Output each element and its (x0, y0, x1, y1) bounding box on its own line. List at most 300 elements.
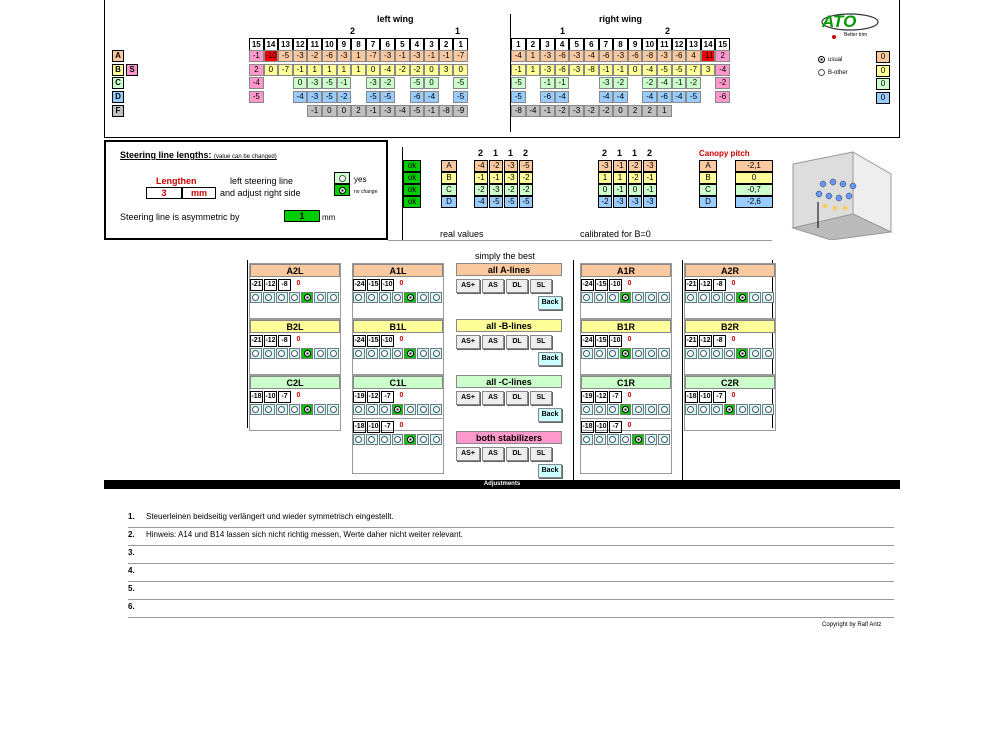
block-radio[interactable] (379, 434, 391, 445)
line-cell[interactable]: -3 (599, 77, 614, 89)
adjust-button[interactable]: AS+ (456, 391, 480, 405)
block-radio[interactable] (417, 292, 429, 303)
radio-empty-icon (609, 436, 616, 443)
line-cell[interactable]: -5 (657, 64, 672, 76)
block-radio[interactable] (724, 404, 736, 415)
block-radio[interactable] (289, 404, 301, 415)
line-cell[interactable]: -1 (424, 105, 439, 117)
block-radio[interactable] (581, 434, 593, 445)
adjust-button[interactable]: DL (506, 279, 528, 293)
line-cell[interactable]: 0 (366, 64, 381, 76)
block-radio[interactable] (645, 292, 657, 303)
lengthen-label: Lengthen (156, 176, 197, 186)
line-cell[interactable]: -4 (424, 91, 439, 103)
line-cell[interactable]: 0 (453, 64, 468, 76)
line-cell[interactable]: -3 (657, 50, 672, 62)
block-radio[interactable] (430, 404, 442, 415)
radio-empty-icon (252, 294, 259, 301)
radio-bother[interactable] (818, 69, 848, 76)
line-cell[interactable]: -5 (686, 91, 701, 103)
block-radio[interactable] (581, 292, 593, 303)
back-button[interactable]: Back (538, 352, 562, 366)
line-cell[interactable]: 0 (264, 64, 279, 76)
block-radio[interactable] (594, 434, 606, 445)
line-cell[interactable]: -7 (453, 50, 468, 62)
stabilizer-label: S (126, 64, 138, 76)
back-button[interactable]: Back (538, 408, 562, 422)
line-cell[interactable]: 0 (424, 77, 439, 89)
block-radio[interactable] (749, 292, 761, 303)
block-radio[interactable] (276, 292, 288, 303)
line-cell[interactable]: -5 (410, 105, 425, 117)
block-values (353, 421, 443, 433)
line-cell[interactable]: -3 (410, 50, 425, 62)
block-radio[interactable] (607, 348, 619, 359)
line-cell[interactable]: -1 (540, 77, 555, 89)
all-a-title: all A-lines (456, 263, 562, 276)
line-cell[interactable]: -4 (293, 91, 308, 103)
block-radio[interactable] (301, 348, 313, 359)
block-value: -24 (581, 279, 594, 291)
block-radio[interactable] (645, 404, 657, 415)
block-radio[interactable] (392, 434, 404, 445)
block-radio[interactable] (594, 348, 606, 359)
line-cell[interactable]: -7 (366, 50, 381, 62)
block-radio-row (353, 404, 443, 415)
asym-text: Steering line is asymmetric by (120, 212, 240, 222)
line-cell[interactable]: -11 (702, 51, 714, 60)
line-cell[interactable]: -2 (642, 77, 657, 89)
line-cell[interactable]: -1 (337, 77, 352, 89)
line-cell[interactable]: -4 (249, 77, 264, 89)
block-radio[interactable] (263, 292, 275, 303)
line-cell[interactable]: -1 (249, 50, 264, 62)
block-radio[interactable] (263, 348, 275, 359)
block-radio[interactable] (645, 434, 657, 445)
real-value: -2 (519, 184, 533, 196)
block-radio[interactable] (711, 348, 723, 359)
note-text: Steuerleinen beidseitig verlängert und wieder symmetrisch eingestellt. (146, 512, 394, 521)
adjust-button[interactable]: DL (506, 391, 528, 405)
line-cell[interactable]: -2 (686, 77, 701, 89)
radio-empty-icon (317, 294, 324, 301)
adjust-button[interactable]: AS (482, 279, 504, 293)
block-radio[interactable] (301, 404, 313, 415)
block-radio[interactable] (658, 404, 670, 415)
block-radio[interactable] (314, 348, 326, 359)
block-radio[interactable] (594, 404, 606, 415)
line-cell[interactable]: -5 (380, 91, 395, 103)
block-radio[interactable] (685, 348, 697, 359)
line-cell[interactable]: -3 (569, 64, 584, 76)
note-line[interactable] (128, 548, 894, 564)
block-radio[interactable] (392, 348, 404, 359)
line-cell[interactable]: -3 (380, 50, 395, 62)
block-radio[interactable] (314, 292, 326, 303)
radio-usual[interactable] (818, 56, 842, 63)
line-cell[interactable]: -2 (337, 91, 352, 103)
line-cell[interactable]: -6 (555, 64, 570, 76)
block-value: -7 (278, 391, 291, 403)
block-radio[interactable] (711, 404, 723, 415)
line-cell[interactable]: -1 (293, 64, 308, 76)
line-cell[interactable]: -3 (366, 77, 381, 89)
block-radio[interactable] (658, 292, 670, 303)
radio-empty-icon (583, 436, 590, 443)
block-radio[interactable] (620, 292, 632, 303)
block-radio[interactable] (685, 292, 697, 303)
block-title: B2L (250, 320, 340, 333)
line-cell[interactable]: -5 (322, 91, 337, 103)
summary-col-header: 1 (508, 148, 514, 158)
line-cell[interactable]: -5 (278, 50, 293, 62)
block-radio[interactable] (607, 292, 619, 303)
block-radio[interactable] (392, 404, 404, 415)
radio-empty-icon (765, 406, 772, 413)
line-cell[interactable]: 2 (249, 64, 264, 76)
adjust-button[interactable]: AS+ (456, 447, 480, 461)
block-radio-row (581, 404, 671, 415)
adjust-button[interactable]: SL (530, 335, 552, 349)
line-cell[interactable]: -6 (657, 91, 672, 103)
block-radio[interactable] (430, 292, 442, 303)
block-radio[interactable] (430, 434, 442, 445)
block-radio[interactable] (263, 404, 275, 415)
col-header-left: 12 (293, 38, 308, 50)
col-header-right: 3 (540, 38, 555, 50)
line-cell[interactable]: -8 (584, 64, 599, 76)
adjust-button[interactable]: DL (506, 447, 528, 461)
line-cell[interactable]: -4 (599, 91, 614, 103)
line-cell[interactable]: 1 (322, 64, 337, 76)
adj-right-inner-border (682, 260, 683, 480)
line-cell[interactable]: -5 (322, 77, 337, 89)
adjust-button[interactable]: AS+ (456, 279, 480, 293)
line-cell[interactable]: -1 (307, 105, 322, 117)
line-cell[interactable]: -6 (555, 50, 570, 62)
block-radio[interactable] (379, 404, 391, 415)
block-radio[interactable] (430, 348, 442, 359)
line-cell[interactable]: 1 (307, 64, 322, 76)
line-cell[interactable]: 2 (628, 105, 643, 117)
line-cell[interactable]: 1 (351, 64, 366, 76)
radio-empty-icon (355, 436, 362, 443)
line-cell[interactable]: -2 (613, 77, 628, 89)
radio-empty-icon (339, 175, 346, 182)
radio-empty-icon (752, 294, 759, 301)
line-cell[interactable]: -2 (410, 64, 425, 76)
block-radio[interactable] (276, 404, 288, 415)
line-cell[interactable]: -1 (395, 50, 410, 62)
block-title: A2L (250, 264, 340, 277)
block-radio[interactable] (645, 348, 657, 359)
block-radio[interactable] (724, 292, 736, 303)
line-cell[interactable]: -3 (540, 64, 555, 76)
line-cell[interactable]: -4 (584, 50, 599, 62)
block-radio[interactable] (581, 404, 593, 415)
line-cell[interactable]: -6 (599, 50, 614, 62)
line-cell[interactable]: 0 (293, 77, 308, 89)
block-radio[interactable] (658, 434, 670, 445)
block-radio[interactable] (392, 292, 404, 303)
line-cell[interactable]: 1 (337, 64, 352, 76)
note-line[interactable] (128, 602, 894, 618)
line-cell[interactable]: -2 (715, 77, 730, 89)
block-radio[interactable] (353, 348, 365, 359)
block-radio[interactable] (762, 348, 774, 359)
lengthen-input[interactable]: 3 (146, 187, 182, 199)
line-cell[interactable]: -4 (380, 64, 395, 76)
real-value: -3 (504, 160, 518, 172)
block-radio[interactable] (289, 292, 301, 303)
line-cell[interactable]: -6 (715, 91, 730, 103)
line-cell[interactable]: 0 (613, 105, 628, 117)
block-radio[interactable] (724, 348, 736, 359)
line-cell[interactable]: 1 (526, 50, 541, 62)
steering-panel (104, 140, 388, 240)
line-cell[interactable]: 2 (715, 50, 730, 62)
block-radio-row (581, 292, 671, 303)
line-cell[interactable]: -3 (569, 50, 584, 62)
radio-selected-icon (739, 294, 746, 301)
line-cell[interactable]: -5 (366, 91, 381, 103)
block-radio[interactable] (327, 292, 339, 303)
line-cell[interactable]: -6 (540, 91, 555, 103)
block-radio[interactable] (711, 292, 723, 303)
block-radio[interactable] (632, 404, 644, 415)
line-cell[interactable]: -6 (322, 50, 337, 62)
line-cell[interactable]: -1 (599, 64, 614, 76)
block-radio[interactable] (404, 434, 416, 445)
radio-selected-icon (622, 294, 629, 301)
adjust-button[interactable]: AS (482, 391, 504, 405)
line-cell[interactable]: -1 (511, 64, 526, 76)
block-radio[interactable] (276, 348, 288, 359)
line-cell[interactable]: -8 (642, 50, 657, 62)
line-cell[interactable]: -6 (628, 50, 643, 62)
line-cell[interactable]: -1 (366, 105, 381, 117)
block-radio[interactable] (632, 434, 644, 445)
line-cell[interactable]: -4 (511, 50, 526, 62)
radio-empty-icon (278, 350, 285, 357)
line-cell[interactable]: -4 (555, 91, 570, 103)
line-cell[interactable]: -2 (599, 105, 614, 117)
line-cell[interactable]: -5 (511, 77, 526, 89)
line-cell[interactable]: -3 (540, 50, 555, 62)
block-radio[interactable] (250, 348, 262, 359)
line-cell[interactable]: -4 (613, 91, 628, 103)
block-radio[interactable] (762, 404, 774, 415)
block-radio[interactable] (698, 404, 710, 415)
adjust-button[interactable]: AS (482, 447, 504, 461)
block-radio[interactable] (314, 404, 326, 415)
line-cell[interactable]: -1 (613, 64, 628, 76)
block-radio[interactable] (736, 348, 748, 359)
note-line[interactable] (128, 512, 894, 528)
line-cell[interactable]: -4 (642, 91, 657, 103)
line-cell[interactable]: -6 (410, 91, 425, 103)
line-cell[interactable]: -3 (307, 77, 322, 89)
block-radio[interactable] (353, 434, 365, 445)
block-value: 0 (296, 336, 301, 343)
block-radio[interactable] (698, 348, 710, 359)
line-cell[interactable]: -4 (642, 64, 657, 76)
block-radio[interactable] (698, 292, 710, 303)
line-cell[interactable]: -5 (249, 91, 264, 103)
pitch-value: -0,7 (735, 184, 773, 196)
line-cell[interactable]: -2 (555, 105, 570, 117)
line-cell[interactable]: -5 (453, 91, 468, 103)
line-cell[interactable]: -1 (540, 105, 555, 117)
line-cell[interactable]: -4 (657, 77, 672, 89)
line-cell[interactable]: 0 (337, 105, 352, 117)
ok-badge: ok (403, 160, 421, 172)
adjust-button[interactable]: SL (530, 447, 552, 461)
block-radio[interactable] (736, 292, 748, 303)
block-radio[interactable] (632, 292, 644, 303)
block-radio[interactable] (327, 348, 339, 359)
asym-input[interactable]: 1 (284, 210, 320, 222)
radio-empty-icon (433, 406, 440, 413)
block-radio[interactable] (379, 292, 391, 303)
block-radio[interactable] (301, 292, 313, 303)
line-cell[interactable]: -5 (672, 64, 687, 76)
block-radio[interactable] (250, 292, 262, 303)
block-radio[interactable] (353, 292, 365, 303)
line-cell[interactable]: -6 (672, 50, 687, 62)
block-radio[interactable] (749, 404, 761, 415)
radio-empty-icon (252, 406, 259, 413)
block-radio[interactable] (327, 404, 339, 415)
back-button[interactable]: Back (538, 464, 562, 478)
block-value: 0 (627, 422, 632, 429)
line-cell[interactable]: -1 (439, 50, 454, 62)
block-radio[interactable] (607, 434, 619, 445)
line-cell[interactable]: -2 (307, 50, 322, 62)
block-radio[interactable] (366, 434, 378, 445)
block-radio[interactable] (366, 404, 378, 415)
block-radio[interactable] (404, 348, 416, 359)
line-cell[interactable]: 3 (439, 64, 454, 76)
line-cell[interactable]: -1 (424, 50, 439, 62)
block-radio[interactable] (607, 404, 619, 415)
line-cell[interactable]: -8 (511, 105, 526, 117)
line-cell[interactable]: 1 (657, 105, 672, 117)
line-cell[interactable]: -3 (337, 50, 352, 62)
block-radio[interactable] (353, 404, 365, 415)
line-cell[interactable]: -5 (410, 77, 425, 89)
block-radio[interactable] (685, 404, 697, 415)
line-cell[interactable]: 2 (642, 105, 657, 117)
line-cell[interactable]: -5 (511, 91, 526, 103)
line-cell[interactable]: -10 (265, 51, 277, 60)
line-cell[interactable]: -7 (278, 64, 293, 76)
block-radio[interactable] (581, 348, 593, 359)
line-cell[interactable]: -7 (686, 64, 701, 76)
no-change-option[interactable] (334, 184, 350, 196)
line-cell[interactable]: 0 (322, 105, 337, 117)
line-cell[interactable]: 1 (526, 64, 541, 76)
block-radio[interactable] (417, 434, 429, 445)
note-line[interactable] (128, 530, 894, 546)
line-cell[interactable]: -9 (453, 105, 468, 117)
block-value: -10 (699, 391, 712, 403)
line-cell[interactable]: 0 (628, 64, 643, 76)
block-radio[interactable] (404, 404, 416, 415)
radio-usual-label: usual (828, 56, 843, 63)
line-cell[interactable]: -4 (395, 105, 410, 117)
line-cell[interactable]: -2 (584, 105, 599, 117)
block-radio[interactable] (620, 404, 632, 415)
adjust-button[interactable]: AS+ (456, 335, 480, 349)
radio-selected-icon (622, 350, 629, 357)
line-cell[interactable]: -4 (715, 64, 730, 76)
back-button[interactable]: Back (538, 296, 562, 310)
adj-center-border (573, 260, 574, 480)
block-value: 0 (399, 422, 404, 429)
note-line[interactable] (128, 584, 894, 600)
col-header-left: 1 (453, 38, 468, 50)
line-cell[interactable]: 4 (686, 50, 701, 62)
line-cell[interactable]: -2 (380, 77, 395, 89)
line-cell[interactable]: 3 (701, 64, 716, 76)
block-radio[interactable] (379, 348, 391, 359)
block-radio[interactable] (658, 348, 670, 359)
block-radio[interactable] (736, 404, 748, 415)
block-radio[interactable] (417, 348, 429, 359)
line-cell[interactable]: 1 (351, 50, 366, 62)
line-cell[interactable]: -3 (307, 91, 322, 103)
adjust-button[interactable]: AS (482, 335, 504, 349)
line-cell[interactable]: -5 (453, 77, 468, 89)
adjust-button[interactable]: SL (530, 279, 552, 293)
note-line[interactable] (128, 566, 894, 582)
line-cell[interactable]: 0 (424, 64, 439, 76)
block-value: -15 (367, 279, 380, 291)
block-radio[interactable] (366, 348, 378, 359)
block-radio[interactable] (749, 348, 761, 359)
adjust-button[interactable]: DL (506, 335, 528, 349)
block-radio[interactable] (289, 348, 301, 359)
adjust-button[interactable]: SL (530, 391, 552, 405)
line-cell[interactable]: -2 (395, 64, 410, 76)
block-radio[interactable] (762, 292, 774, 303)
block-radio[interactable] (620, 434, 632, 445)
line-cell[interactable]: -4 (526, 105, 541, 117)
line-cell[interactable]: -3 (569, 105, 584, 117)
radio-empty-icon (583, 406, 590, 413)
line-cell[interactable]: -3 (380, 105, 395, 117)
line-cell[interactable]: -3 (293, 50, 308, 62)
block-value: -8 (278, 335, 291, 347)
line-cell[interactable]: -3 (613, 50, 628, 62)
radio-empty-icon (700, 406, 707, 413)
yes-option[interactable] (334, 172, 350, 184)
radio-empty-icon (278, 294, 285, 301)
line-cell[interactable]: -8 (439, 105, 454, 117)
line-cell[interactable]: -4 (672, 91, 687, 103)
block-radio[interactable] (366, 292, 378, 303)
block-radio[interactable] (250, 404, 262, 415)
block-radio[interactable] (632, 348, 644, 359)
line-cell[interactable]: -1 (672, 77, 687, 89)
block-radio[interactable] (620, 348, 632, 359)
block-radio[interactable] (417, 404, 429, 415)
block-radio[interactable] (594, 292, 606, 303)
line-cell[interactable]: 2 (351, 105, 366, 117)
line-cell[interactable]: -1 (555, 77, 570, 89)
block-radio[interactable] (404, 292, 416, 303)
